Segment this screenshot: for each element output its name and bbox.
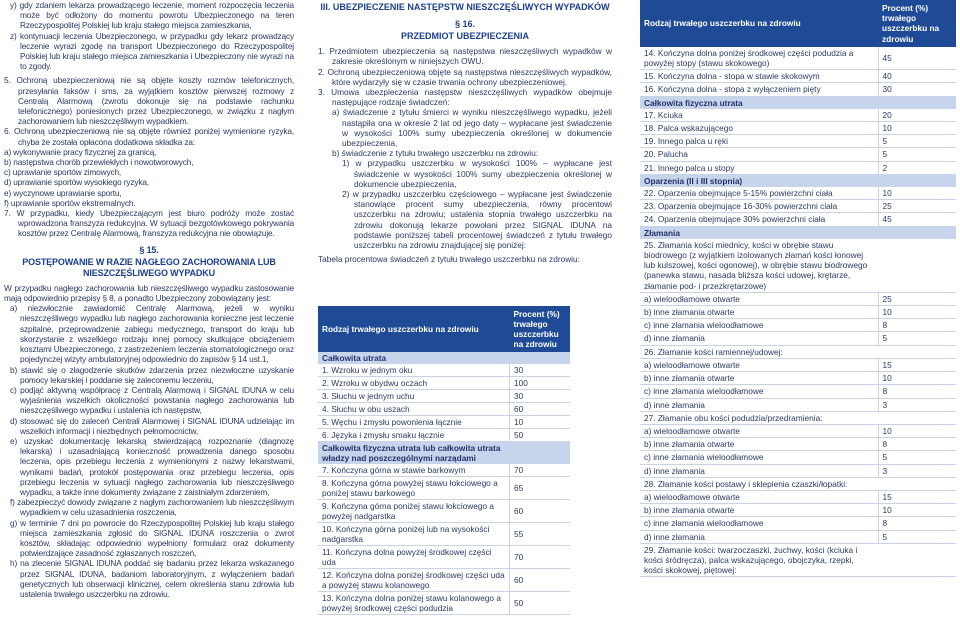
table-row <box>318 477 570 500</box>
column-middle <box>318 0 612 264</box>
table-row <box>640 464 956 477</box>
table-cell-value: 10 <box>878 122 956 135</box>
list-item: b) stawić się o złagodzenie skutków zdarzenia przez niezwłoczne uzyskanie pomocy lekarskiej i poddanie się zaleconemu leczeniu, <box>10 364 294 385</box>
paragraph-6: 6. Ochroną ubezpieczeniową nie są objęte również poniżej wymienione ryzyka, chyba że została opłacona dodatkowa składka za: <box>4 126 294 147</box>
table-cell-label: 25. Złamania kości miednicy, kości w obrębie stawu biodrowego (z wyjątkiem izolowanych złamań kości łonowej lub kulszowej, kości ogonowej), w obrębie stawu biodrowego (panewka stawu, nasada bliższa kości udowej, krętarze, złamanie pod- i przezkrętarzowe) <box>640 239 878 293</box>
table-cell-value: 5 <box>878 530 956 543</box>
table-cell-value: 5 <box>878 148 956 161</box>
table-cell-label: d) inne złamania <box>640 332 878 345</box>
table-cell-label: 11. Kończyna dolna powyżej środkowej części uda <box>318 546 510 569</box>
table-cell-value: 10 <box>510 416 571 429</box>
table-cell-label: Oparzenia (II i III stopnia) <box>640 174 878 187</box>
table-cell-value: 10 <box>878 504 956 517</box>
table-row <box>640 345 956 358</box>
table-cell-label: 1. Wzroku w jednym oku <box>318 364 510 377</box>
table-cell-value <box>878 477 956 490</box>
list-item: a) świadczenie z tytułu śmierci w wyniku nieszczęśliwego wypadku, jeżeli nastąpiła ona w okresie 2 lat od jego daty – wypłacane jest świadczenie w wysokości 100% sumy ubezpieczenia określonej w dokumencie ubezpieczenia, <box>332 107 612 149</box>
table-cell-label: d) inne złamania <box>640 398 878 411</box>
table-cell-value <box>878 174 956 187</box>
table-cell-value: 15 <box>878 490 956 503</box>
table-row <box>640 372 956 385</box>
table-cell-value: 60 <box>510 500 571 523</box>
table-category-row <box>640 226 956 239</box>
table-row <box>640 135 956 148</box>
table-cell-value <box>878 345 956 358</box>
table-row <box>640 213 956 226</box>
table-cell-label: Całkowita fizyczna utrata <box>640 96 878 109</box>
table-cell-label: Całkowita fizyczna utrata lub całkowita utrata władzy nad poszczególnymi narządami <box>318 442 510 465</box>
table-row <box>640 70 956 83</box>
table-row <box>640 385 956 398</box>
table-row <box>640 543 956 577</box>
table-cell-label: 9. Kończyna górna poniżej stawu łokciowego a powyżej nadgarstka <box>318 500 510 523</box>
table-row <box>318 546 570 569</box>
table-cell-value: 40 <box>878 70 956 83</box>
table-cell-value: 3 <box>878 398 956 411</box>
list-item: c) podjąć aktywną współpracę z Centralą Alarmową i SIGNAL IDUNA w celu wyjaśnienia wszelkich okoliczności powstania nagłego zachorowania lub nieszczęśliwego wypadku i ustalenia ich następstw, <box>10 384 294 416</box>
table-cell-label: 20. Palucha <box>640 148 878 161</box>
table-cell-label: 23. Oparzenia obejmujące 16-30% powierzchni ciała <box>640 200 878 213</box>
table-cell-value <box>878 96 956 109</box>
table-row <box>640 306 956 319</box>
part-heading: III. UBEZPIECZENIE NASTĘPSTW NIESZCZĘŚLIWYCH WYPADKÓW <box>320 2 610 12</box>
table-row <box>318 500 570 523</box>
table-category-row <box>318 442 570 465</box>
table-header-row <box>640 0 956 47</box>
table-cell-value: 50 <box>510 592 571 615</box>
table-cell-value: 60 <box>510 569 571 592</box>
table-cell-value: 30 <box>510 390 571 403</box>
table-cell-value: 25 <box>878 292 956 305</box>
list-item: f) uprawianie sportów ekstremalnych. <box>4 197 136 208</box>
list-item: 2) w przypadku uszczerbku częściowego – wypłacane jest świadczenie stanowiące procent sumy ubezpieczenia, równy procentowi uszczerbku na zdrowiu; ustalenia stopnia trwałego uszczerbku na zdrowiu dokonują lekarze powołani przez SIGNAL IDUNA na podstawie poniższej tabeli procentowej świadczeń z tytułu trwałego uszczerbku na zdrowiu znajdującej się poniżej: <box>342 189 612 251</box>
table-row <box>640 292 956 305</box>
table-cell-value: 5 <box>878 451 956 464</box>
table-cell-value <box>878 239 956 293</box>
list-item: 3. Umowa ubezpieczenia następstw nieszczęśliwych wypadków obejmuje następujące rodzaje świadczeń: <box>318 87 612 108</box>
table-cell-value: 70 <box>510 464 571 477</box>
table-cell-label: Złamania <box>640 226 878 239</box>
table-cell-value <box>510 442 571 465</box>
table-cell-value <box>878 411 956 424</box>
table-cell-value: 10 <box>878 306 956 319</box>
table-row <box>640 187 956 200</box>
table-cell-label: a) wieloodłamowe otwarte <box>640 490 878 503</box>
table-cell-label: 6. Języka i zmysłu smaku łącznie <box>318 429 510 442</box>
table-cell-label: 18. Palca wskazującego <box>640 122 878 135</box>
list-item: 1. Przedmiotem ubezpieczenia są następstwa nieszczęśliwych wypadków w zakresie określonym w niniejszych OWU. <box>318 46 612 67</box>
table-row <box>640 411 956 424</box>
table-row <box>640 477 956 490</box>
list-item: g) w terminie 7 dni po powrocie do Rzeczypospolitej Polskiej lub kraju stałego miejsca zamieszkania zgłosić do SIGNAL IDUNA roszczenia o zwrot kosztów, składając odpowiednio wypełniony formularz oraz dokumenty potwierdzające zasadność zgłaszanych roszczeń, <box>10 517 294 559</box>
table-row <box>640 424 956 437</box>
table-cell-label: 29. Złamanie kości: twarzoczaszki, żuchwy, kości (kciuka i kości śródręcza), palca wskazującego, obojczyka, rzepki, kości skokowej, piętowej: <box>640 543 878 577</box>
table-cell-label: 2. Wzroku w obydwu oczach <box>318 377 510 390</box>
paragraph-5: 5. Ochroną ubezpieczeniową nie są objęte koszty rozmów telefonicznych, przesyłania faksów i sms, za wyjątkiem kosztów pierwszej rozmowy z Centralą Alarmową (zwrotu dokonuje się na podstawie rachunku telefonicznego) poniesionych przez Ubezpieczonego, w związku z nagłym zachorowaniem lub nieszczęśliwym wypadkiem. <box>4 75 294 127</box>
table-cell-label: c) inne złamania wieloodłamowe <box>640 319 878 332</box>
table-cell-label: 14. Kończyna dolna poniżej środkowej części podudzia a powyżej stopy (stawu skokowego) <box>640 47 878 70</box>
table-cell-value: 20 <box>878 109 956 122</box>
table-cell-label: 4. Słuchu w obu uszach <box>318 403 510 416</box>
table-cell-label: 17. Kciuka <box>640 109 878 122</box>
table-header-cell: Procent (%) trwałego uszczerbku na zdrowiu <box>882 3 940 44</box>
table-cell-value: 65 <box>510 477 571 500</box>
list-item: e) uzyskać dokumentację lekarską stwierdzającą rozpoznanie (diagnozę lekarską) i uzasadniającą konieczność prowadzenia danego sposobu leczenia, opis przebiegu leczenia z wymienionymi z nazwy lekarstwami, wynikami badań, protokół postępowania oraz przebiegu leczenia, opis przebiegu leczenia w sytuacji nagłego zachorowania lub nieszczęśliwego wypadku, a także inne dokumenty związane z zaistniałym zdarzeniem, <box>10 435 294 497</box>
table-cell-value: 30 <box>510 364 571 377</box>
column-left <box>4 0 294 599</box>
table-cell-label: 16. Kończyna dolna - stopa z wyłączeniem pięty <box>640 83 878 96</box>
table-cell-value: 15 <box>878 358 956 371</box>
table-row <box>640 200 956 213</box>
list-item: d) stosować się do zaleceń Centrali Alarmowej i SIGNAL IDUNA udzielając im wszelkich informacji i niezbędnych pełnomocnictw, <box>10 415 294 436</box>
section-intro: W przypadku nagłego zachorowania lub nieszczęśliwego wypadku zastosowanie mają odpowiednio przepisy § 8, a ponadto Ubezpieczony zobowiązany jest: <box>4 282 294 304</box>
table-cell-value: 30 <box>878 83 956 96</box>
list-item: y) gdy zdaniem lekarza prowadzącego leczenie, moment rozpoczęcia leczenia może być odłożony do momentu powrotu Ubezpieczonego na teren Rzeczypospolitej Polskiej lub kraju stałego miejsca zamieszkania, <box>10 0 294 31</box>
table-row <box>640 490 956 503</box>
table-row <box>640 109 956 122</box>
table-category-row <box>318 352 570 364</box>
table-cell-value: 10 <box>878 372 956 385</box>
table-header-cell: Rodzaj trwałego uszczerbku na zdrowiu <box>644 18 801 29</box>
table-row <box>318 429 570 442</box>
table-cell-label: 22. Oparzenia obejmujące 5-15% powierzchni ciała <box>640 187 878 200</box>
table-cell-label: c) inne złamania wieloodłamowe <box>640 517 878 530</box>
table-cell-label: 12. Kończyna dolna poniżej środkowej części uda a powyżej stawu kolanowego <box>318 569 510 592</box>
list-item: d) uprawianie sportów wysokiego ryzyka, <box>4 177 149 188</box>
table-row <box>640 398 956 411</box>
list-item: a) niezwłocznie zawiadomić Centralę Alarmową, jeżeli w wyniku nieszczęśliwego wypadku lub nagłego zachorowania konieczne jest leczenie szpitalne, przeprowadzenie zabiegu medycznego, transport do kraju lub skorzystanie z wszelkiego rodzaju innej pomocy skutkujące obciążeniem kosztami Ubezpieczonego, z zastrzeżeniem leczenia stomatologicznego oraz pojedynczej wizyty ambulatoryjnej odpowiednio do zapisów § 14 ust.1, <box>10 303 294 365</box>
table-row <box>318 377 570 390</box>
table-category-row <box>640 96 956 109</box>
table-cell-label: 13. Kończyna dolna poniżej stawu kolanowego a powyżej środkowej części podudzia <box>318 592 510 615</box>
table-row <box>640 83 956 96</box>
list-item: z) kontynuacji leczenia Ubezpieczonego, w przypadku gdy lekarz prowadzący leczenie wyrazi zgodę na transport Ubezpieczonego do Rzeczypospolitej Polskiej lub kraju stałego miejsca zamieszkania i Ubezpieczony nie wyrazi na to zgody. <box>10 30 294 72</box>
benefit-table-middle <box>318 306 570 615</box>
table-row <box>640 148 956 161</box>
table-caption: Tabela procentowa świadczeń z tytułu trwałego uszczerbku na zdrowiu: <box>318 254 580 265</box>
table-cell-label: 27. Złamanie obu kości podudzia/przedramienia: <box>640 411 878 424</box>
table-cell-value: 50 <box>510 429 571 442</box>
table-row <box>318 592 570 615</box>
table-header-row <box>318 306 570 352</box>
table-cell-label: 7. Kończyna górna w stawie barkowym <box>318 464 510 477</box>
table-row <box>640 332 956 345</box>
table-row <box>318 569 570 592</box>
list-item: f) zabezpieczyć dowody związane z nagłym zachorowaniem lub nieszczęśliwym wypadkiem w celu uzasadnienia roszczenia, <box>10 497 294 518</box>
table-row <box>640 530 956 543</box>
section-heading: PRZEDMIOT UBEZPIECZENIA <box>400 31 529 42</box>
table-cell-value: 55 <box>510 523 571 546</box>
table-row <box>640 161 956 174</box>
table-cell-value: 8 <box>878 517 956 530</box>
table-cell-value <box>878 226 956 239</box>
table-cell-value: 45 <box>878 213 956 226</box>
table-row <box>640 239 956 293</box>
table-cell-label: c) inne złamania wieloodłamowe <box>640 385 878 398</box>
table-cell-value: 60 <box>510 403 571 416</box>
list-item: e) wyczynowe uprawianie sportu, <box>4 187 122 198</box>
table-header-cell: Procent (%) trwałego uszczerbku na zdrowiu <box>513 309 560 349</box>
table-cell-value <box>510 352 571 364</box>
section-heading: POSTĘPOWANIE W RAZIE NAGŁEGO ZACHOROWANIA LUB NIESZCZĘŚLIWEGO WYPADKU <box>22 256 276 278</box>
table-cell-label: b) inne złamania otwarte <box>640 306 878 319</box>
table-cell-label: c) inne złamania wieloodłamowe <box>640 451 878 464</box>
table-cell-value: 45 <box>878 47 956 70</box>
table-cell-value: 8 <box>878 438 956 451</box>
table-cell-label: b) inne złamania otwarte <box>640 504 878 517</box>
list-item: h) na zlecenie SIGNAL IDUNA poddać się badaniu przez lekarza wskazanego przez SIGNAL IDUNA, badaniom laboratoryjnym, z wyłączeniem badań genetycznych lub obserwacji klinicznej, celem określenia stanu zdrowia lub ustalenia trwałego uszczerbku na zdrowiu. <box>10 558 294 599</box>
section-number: § 15. <box>139 244 159 255</box>
table-category-row <box>640 174 956 187</box>
table-cell-label: d) inne złamania <box>640 464 878 477</box>
table-row <box>318 464 570 477</box>
table-row <box>640 504 956 517</box>
list-item: c) uprawianie sportów zimowych, <box>4 167 122 178</box>
table-cell-label: b) inne złamania otwarte <box>640 438 878 451</box>
list-item: a) wykonywanie pracy fizycznej za granicą, <box>4 146 157 157</box>
table-row <box>640 122 956 135</box>
table-row <box>640 517 956 530</box>
list-item: 2. Ochroną ubezpieczeniową objęte są następstwa nieszczęśliwych wypadków, które wydarzyły się w czasie trwania ochrony ubezpieczeniowej. <box>318 66 612 87</box>
table-cell-label: 24. Oparzenia obejmujące 30% powierzchni ciała <box>640 213 878 226</box>
list-item: b) świadczenie z tytułu trwałego uszczerbku na zdrowiu: <box>332 148 539 159</box>
table-row <box>318 523 570 546</box>
table-cell-label: 8. Kończyna górna powyżej stawu łokciowego a poniżej stawu barkowego <box>318 477 510 500</box>
table-row <box>640 319 956 332</box>
table-cell-label: a) wieloodłamowe otwarte <box>640 424 878 437</box>
table-cell-label: 10. Kończyna górna poniżej lub na wysokości nadgarstka <box>318 523 510 546</box>
table-cell-value: 25 <box>878 200 956 213</box>
table-row <box>318 390 570 403</box>
table-cell-label: a) wieloodłamowe otwarte <box>640 292 878 305</box>
table-cell-value: 5 <box>878 135 956 148</box>
table-row <box>640 358 956 371</box>
table-cell-value: 100 <box>510 377 571 390</box>
table-row <box>318 403 570 416</box>
table-cell-label: 19. Innego palca u ręki <box>640 135 878 148</box>
table-row <box>640 451 956 464</box>
list-item: 1) w przypadku uszczerbku w wysokości 100% – wypłacane jest świadczenie w wysokości 100% sumy ubezpieczenia określonej w dokumencie ubezpieczenia, <box>342 158 612 189</box>
table-row <box>640 47 956 70</box>
table-cell-value: 2 <box>878 161 956 174</box>
table-cell-label: 26. Złamanie kości ramiennej/udowej: <box>640 345 878 358</box>
table-cell-label: 3. Słuchu w jednym uchu <box>318 390 510 403</box>
list-item: b) następstwa chorób przewlekłych i nowotworowych, <box>4 157 194 168</box>
table-row <box>318 364 570 377</box>
table-cell-value: 70 <box>510 546 571 569</box>
paragraph-7: 7. W przypadku, kiedy Ubezpieczającym jest biuro podróży może zostać wprowadzona franszyza redukcyjna. W sytuacji bezgotówkowego pokrywania kosztów przez Centralę Alarmową, franszyza redukcyjna nie obowiązuje. <box>4 208 294 239</box>
table-row <box>318 416 570 429</box>
table-cell-value: 10 <box>878 187 956 200</box>
table-cell-label: b) inne złamania otwarte <box>640 372 878 385</box>
table-cell-value <box>878 543 956 577</box>
table-cell-label: 21. Innego palca u stopy <box>640 161 878 174</box>
benefit-table-right <box>640 0 956 577</box>
table-row <box>640 438 956 451</box>
table-cell-value: 3 <box>878 464 956 477</box>
table-cell-label: 5. Węchu i zmysłu powonienia łącznie <box>318 416 510 429</box>
table-cell-label: a) wieloodłamowe otwarte <box>640 358 878 371</box>
table-cell-label: 28. Złamanie kości postawy i sklepienia czaszki/łopatki: <box>640 477 878 490</box>
section-number: § 16. <box>454 19 476 29</box>
table-cell-value: 8 <box>878 385 956 398</box>
table-cell-value: 8 <box>878 319 956 332</box>
table-header-cell: Rodzaj trwałego uszczerbku na zdrowiu <box>322 324 479 334</box>
table-cell-label: 15. Kończyna dolna - stopa w stawie skokowym <box>640 70 878 83</box>
column-right <box>640 0 956 577</box>
table-cell-value: 10 <box>878 424 956 437</box>
table-cell-label: Całkowita utrata <box>318 352 510 364</box>
table-cell-value: 5 <box>878 332 956 345</box>
table-cell-label: d) inne złamania <box>640 530 878 543</box>
